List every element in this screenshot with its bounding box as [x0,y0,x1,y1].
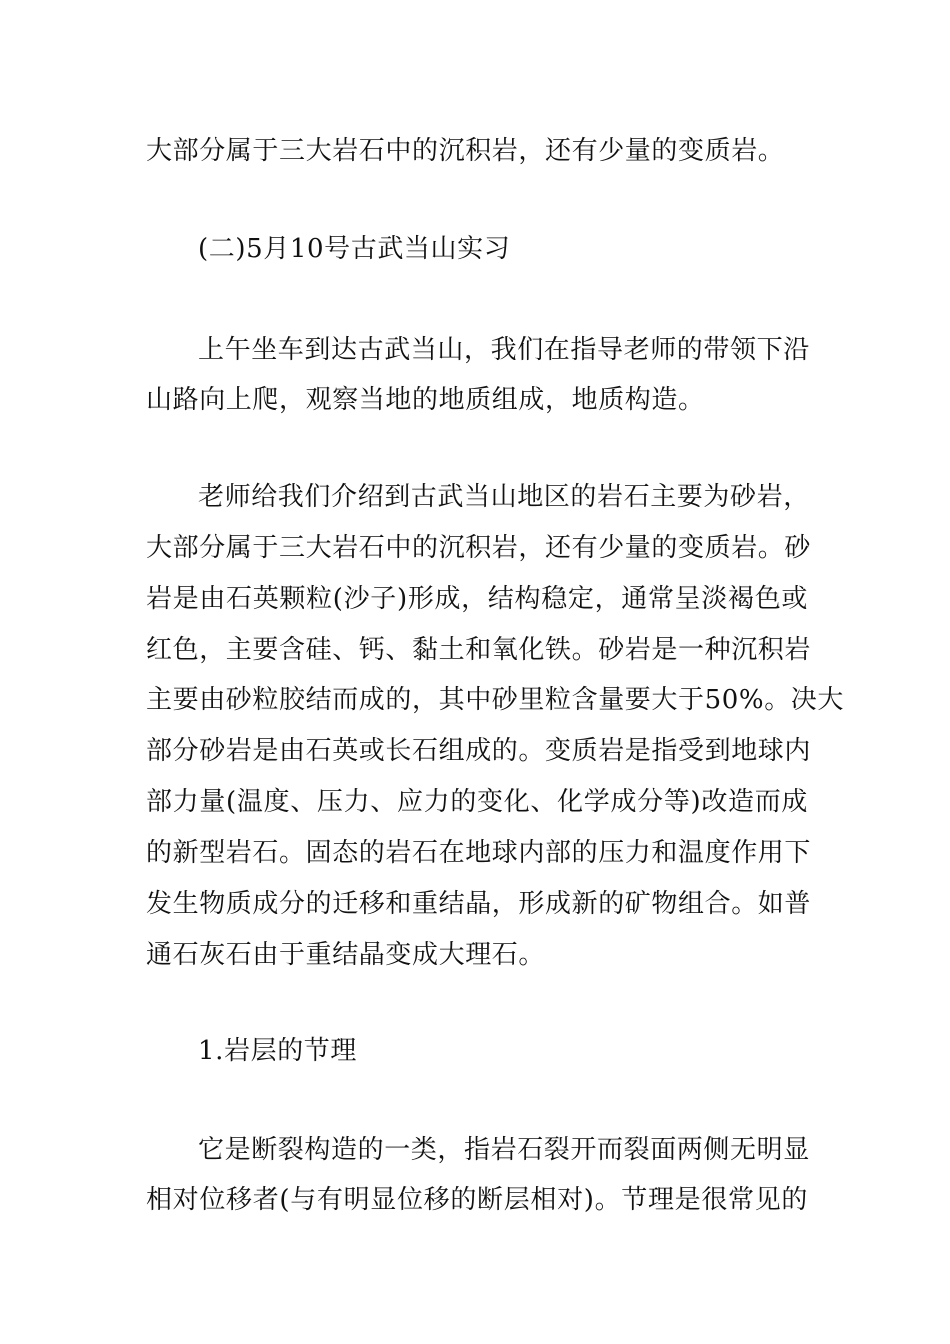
paragraph-line: 部分砂岩是由石英或长石组成的。变质岩是指受到地球内 [146,736,812,766]
paragraph-line: 红色，主要含硅、钙、黏土和氧化铁。砂岩是一种沉积岩 [146,635,812,665]
paragraph-line: 上午坐车到达古武当山，我们在指导老师的带领下沿 [198,335,810,365]
paragraph-line: 的新型岩石。固态的岩石在地球内部的压力和温度作用下 [146,838,812,868]
paragraph-line: 老师给我们介绍到古武当山地区的岩石主要为砂岩， [198,482,810,512]
paragraph-line: 相对位移者(与有明显位移的断层相对)。节理是很常见的 [146,1185,808,1215]
paragraph-line: 通石灰石由于重结晶变成大理石。 [146,940,546,970]
paragraph-line: 发生物质成分的迁移和重结晶，形成新的矿物组合。如普 [146,889,812,919]
section-heading: (二)5月10号古武当山实习 [198,234,511,264]
paragraph-line: 岩是由石英颗粒(沙子)形成，结构稳定，通常呈淡褐色或 [146,584,808,614]
text-line: 大部分属于三大岩石中的沉积岩，还有少量的变质岩。 [146,136,785,166]
paragraph-line: 主要由砂粒胶结而成的，其中砂里粒含量要大于50%。决大 [146,685,844,715]
paragraph-line: 山路向上爬，观察当地的地质组成，地质构造。 [146,385,705,415]
paragraph-line: 它是断裂构造的一类，指岩石裂开而裂面两侧无明显 [198,1135,810,1165]
section-heading: 1.岩层的节理 [198,1036,358,1066]
paragraph-line: 部力量(温度、压力、应力的变化、化学成分等)改造而成 [146,787,808,817]
paragraph-line: 大部分属于三大岩石中的沉积岩，还有少量的变质岩。砂 [146,533,812,563]
